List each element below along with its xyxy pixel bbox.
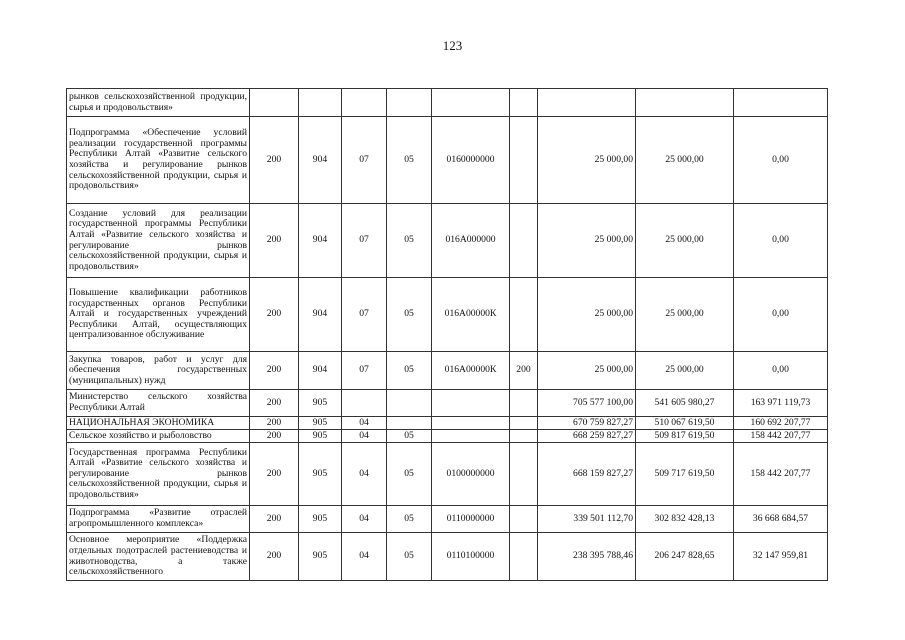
- grbs-cell: 200: [250, 443, 299, 506]
- expense-type-cell: [510, 443, 538, 506]
- table-row: [67, 278, 828, 352]
- expense-type-cell: [510, 204, 538, 278]
- dept-cell: [299, 89, 342, 117]
- row-name-cell: Повышение квалификации работников государственных органов Республики Алтай и государственных учреждений Республики Алтай, осуществляющих централизованное обслуживание: [67, 278, 250, 352]
- subsection-cell: 05: [387, 506, 432, 533]
- table-row: [67, 89, 828, 117]
- subsection-cell: 05: [387, 430, 432, 443]
- table-row: [67, 117, 828, 204]
- plan-amount-cell: 339 501 112,70: [538, 506, 636, 533]
- section-cell: 04: [342, 533, 387, 581]
- remainder-amount-cell: [734, 89, 828, 117]
- target-article-cell: 016А00000К: [432, 352, 510, 390]
- row-name-cell: Подпрограмма «Развитие отраслей агропромышленного комплекса»: [67, 506, 250, 533]
- dept-cell: 905: [299, 443, 342, 506]
- plan-amount-cell: 668 159 827,27: [538, 443, 636, 506]
- remainder-amount-cell: 158 442 207,77: [734, 443, 828, 506]
- actual-amount-cell: 25 000,00: [636, 278, 734, 352]
- row-name-cell: НАЦИОНАЛЬНАЯ ЭКОНОМИКА: [67, 417, 250, 430]
- plan-amount-cell: 25 000,00: [538, 278, 636, 352]
- row-name-cell: Сельское хозяйство и рыболовство: [67, 430, 250, 443]
- grbs-cell: 200: [250, 417, 299, 430]
- actual-amount-cell: 509 717 619,50: [636, 443, 734, 506]
- subsection-cell: 05: [387, 204, 432, 278]
- grbs-cell: 200: [250, 278, 299, 352]
- grbs-cell: 200: [250, 352, 299, 390]
- grbs-cell: 200: [250, 390, 299, 417]
- row-name-cell: Основное мероприятие «Поддержка отдельных подотраслей растениеводства и животноводства, а также сельскохозяйственного: [67, 533, 250, 581]
- plan-amount-cell: 670 759 827,27: [538, 417, 636, 430]
- table-row: [67, 533, 828, 581]
- row-name-cell: рынков сельскохозяйственной продукции, сырья и продовольствия»: [67, 89, 250, 117]
- remainder-amount-cell: 163 971 119,73: [734, 390, 828, 417]
- dept-cell: 905: [299, 390, 342, 417]
- expense-type-cell: [510, 390, 538, 417]
- actual-amount-cell: 510 067 619,50: [636, 417, 734, 430]
- table-row: [67, 390, 828, 417]
- actual-amount-cell: 25 000,00: [636, 352, 734, 390]
- grbs-cell: 200: [250, 430, 299, 443]
- section-cell: 07: [342, 278, 387, 352]
- table-row: [67, 506, 828, 533]
- table-row: [67, 204, 828, 278]
- remainder-amount-cell: 36 668 684,57: [734, 506, 828, 533]
- actual-amount-cell: 25 000,00: [636, 204, 734, 278]
- plan-amount-cell: [538, 89, 636, 117]
- row-name-cell: Подпрограмма «Обеспечение условий реализации государственной программы Республики Алтай «Развитие сельского хозяйства и регулирование рынков сельскохозяйственной продукции, сырья и продовольствия»: [67, 117, 250, 204]
- table-row: [67, 417, 828, 430]
- expense-type-cell: [510, 417, 538, 430]
- subsection-cell: [387, 89, 432, 117]
- expense-type-cell: 200: [510, 352, 538, 390]
- grbs-cell: 200: [250, 533, 299, 581]
- grbs-cell: 200: [250, 506, 299, 533]
- dept-cell: 904: [299, 204, 342, 278]
- remainder-amount-cell: 0,00: [734, 204, 828, 278]
- expense-type-cell: [510, 278, 538, 352]
- dept-cell: 905: [299, 430, 342, 443]
- section-cell: [342, 390, 387, 417]
- table-row: [67, 443, 828, 506]
- remainder-amount-cell: 0,00: [734, 278, 828, 352]
- target-article-cell: 0100000000: [432, 443, 510, 506]
- target-article-cell: 0160000000: [432, 117, 510, 204]
- target-article-cell: 016А000000: [432, 204, 510, 278]
- plan-amount-cell: 238 395 788,46: [538, 533, 636, 581]
- actual-amount-cell: 302 832 428,13: [636, 506, 734, 533]
- target-article-cell: [432, 430, 510, 443]
- target-article-cell: [432, 390, 510, 417]
- remainder-amount-cell: 158 442 207,77: [734, 430, 828, 443]
- actual-amount-cell: 25 000,00: [636, 117, 734, 204]
- grbs-cell: [250, 89, 299, 117]
- section-cell: 04: [342, 430, 387, 443]
- plan-amount-cell: 25 000,00: [538, 352, 636, 390]
- section-cell: 07: [342, 117, 387, 204]
- remainder-amount-cell: 160 692 207,77: [734, 417, 828, 430]
- actual-amount-cell: 206 247 828,65: [636, 533, 734, 581]
- remainder-amount-cell: 0,00: [734, 352, 828, 390]
- actual-amount-cell: [636, 89, 734, 117]
- expense-type-cell: [510, 117, 538, 204]
- subsection-cell: [387, 417, 432, 430]
- budget-table: [66, 88, 828, 581]
- section-cell: 04: [342, 443, 387, 506]
- target-article-cell: 016А00000К: [432, 278, 510, 352]
- plan-amount-cell: 705 577 100,00: [538, 390, 636, 417]
- grbs-cell: 200: [250, 117, 299, 204]
- target-article-cell: [432, 89, 510, 117]
- row-name-cell: Министерство сельского хозяйства Республики Алтай: [67, 390, 250, 417]
- plan-amount-cell: 25 000,00: [538, 204, 636, 278]
- actual-amount-cell: 509 817 619,50: [636, 430, 734, 443]
- subsection-cell: 05: [387, 117, 432, 204]
- dept-cell: 905: [299, 506, 342, 533]
- remainder-amount-cell: 0,00: [734, 117, 828, 204]
- section-cell: 07: [342, 352, 387, 390]
- section-cell: 04: [342, 506, 387, 533]
- dept-cell: 905: [299, 533, 342, 581]
- target-article-cell: 0110100000: [432, 533, 510, 581]
- dept-cell: 904: [299, 117, 342, 204]
- expense-type-cell: [510, 89, 538, 117]
- actual-amount-cell: 541 605 980,27: [636, 390, 734, 417]
- remainder-amount-cell: 32 147 959,81: [734, 533, 828, 581]
- expense-type-cell: [510, 506, 538, 533]
- subsection-cell: 05: [387, 278, 432, 352]
- row-name-cell: Государственная программа Республики Алтай «Развитие сельского хозяйства и регулирование рынков сельскохозяйственной продукции, сырья и продовольствия»: [67, 443, 250, 506]
- plan-amount-cell: 25 000,00: [538, 117, 636, 204]
- dept-cell: 905: [299, 417, 342, 430]
- section-cell: [342, 89, 387, 117]
- dept-cell: 904: [299, 352, 342, 390]
- dept-cell: 904: [299, 278, 342, 352]
- page-number: 123: [442, 38, 463, 53]
- subsection-cell: 05: [387, 443, 432, 506]
- expense-type-cell: [510, 533, 538, 581]
- subsection-cell: 05: [387, 533, 432, 581]
- target-article-cell: [432, 417, 510, 430]
- grbs-cell: 200: [250, 204, 299, 278]
- table-row: [67, 430, 828, 443]
- section-cell: 07: [342, 204, 387, 278]
- target-article-cell: 0110000000: [432, 506, 510, 533]
- expense-type-cell: [510, 430, 538, 443]
- subsection-cell: [387, 390, 432, 417]
- section-cell: 04: [342, 417, 387, 430]
- row-name-cell: Создание условий для реализации государственной программы Республики Алтай «Развитие сельского хозяйства и регулирование рынков сельскохозяйственной продукции, сырья и продовольствия»: [67, 204, 250, 278]
- plan-amount-cell: 668 259 827,27: [538, 430, 636, 443]
- subsection-cell: 05: [387, 352, 432, 390]
- row-name-cell: Закупка товаров, работ и услуг для обеспечения государственных (муниципальных) нужд: [67, 352, 250, 390]
- table-row: [67, 352, 828, 390]
